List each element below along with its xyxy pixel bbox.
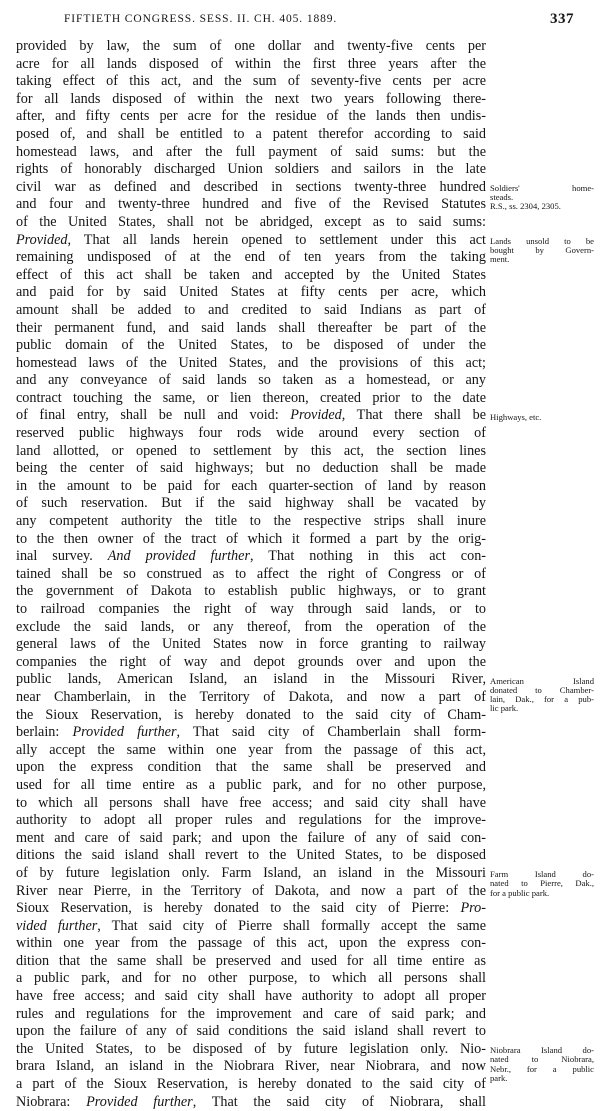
text-line: Provided, That all lands herein opened to settlement under this act — [16, 231, 486, 248]
text-line: any competent authority the title to the respective strips shall inure — [16, 513, 486, 530]
text-line: upon the express condition that the same shall be preserved and — [16, 759, 486, 776]
margin-note — [490, 870, 594, 898]
text-line: Sioux Reservation, is hereby donated to the said city of Pierre: Pro- — [16, 900, 486, 917]
text-line: of by future legislation only. Farm Island, an island in the Missouri — [16, 864, 486, 881]
running-head: FIFTIETH CONGRESS. SESS. II. CH. 405. 1889. — [64, 13, 338, 25]
text-line: Niobrara: Provided further, That the said city of Niobrara, shall — [16, 1093, 486, 1110]
text-line: public domain of the United States, to be disposed of under the — [16, 337, 486, 354]
text-line: vided further, That said city of Pierre shall formally accept the same — [16, 917, 486, 934]
margin-note-line: Niobrara Island do- — [490, 1045, 594, 1056]
text-line: homestead laws, and after the full payment of said sums: but the — [16, 143, 486, 160]
margin-note-line: R.S., ss. 2304, 2305. — [490, 201, 561, 212]
text-line: contract touching the same, or lien thereon, created prior to the date — [16, 389, 486, 406]
text-line: remaining undisposed of at the end of ten years from the taking — [16, 249, 486, 266]
text-line: the Sioux Reservation, is hereby donated to the said city of Cham- — [16, 706, 486, 723]
text-line: authority to adopt all proper rules and regulations for the improve- — [16, 812, 486, 829]
margin-note-line: lain, Dak., for a pub- — [490, 694, 594, 704]
text-line: public lands, American Island, an island in the Missouri River, — [16, 671, 486, 688]
text-line: civil war as defined and described in sections twenty-three hundred — [16, 178, 486, 195]
margin-note — [490, 184, 594, 212]
page-number: 337 — [550, 11, 574, 27]
text-line: general laws of the United States now in force granting to railway — [16, 636, 486, 653]
margin-note — [490, 677, 594, 714]
margin-note-line: Lands unsold to be — [490, 235, 594, 246]
text-line: brara Island, an island in the Niobrara River, near Niobrara, and now — [16, 1058, 486, 1075]
text-line: ditions the said island shall revert to the United States, to be disposed — [16, 847, 486, 864]
text-line: a part of the Sioux Reservation, is hereby donated to the said city of — [16, 1076, 486, 1093]
text-line: being the center of said highways; but no deduction shall be made — [16, 460, 486, 477]
page-header — [44, 11, 574, 31]
text-line: inal survey. And provided further, That nothing in this act con- — [16, 548, 487, 565]
text-line: in the amount to be paid for each quarter-section of land by reason — [16, 477, 486, 494]
statute-text — [16, 38, 486, 1111]
text-line: near Chamberlain, in the Territory of Dakota, and now a part of — [16, 688, 486, 705]
margin-note-line: park. — [490, 1072, 508, 1083]
text-line: posed of, and shall be entitled to a patent therefor according to said — [16, 125, 486, 142]
text-line: ment and care of said park; and upon the failure of any of said con- — [16, 829, 486, 846]
margin-note — [490, 413, 594, 422]
text-line: tained shall be so construed as to affect the right of Congress or of — [16, 565, 486, 582]
text-line: rules and regulations for the improvement and care of said park; and — [16, 1005, 486, 1022]
margin-note-line: bought by Govern- — [490, 244, 594, 255]
margin-note-line: nated to Pierre, Dak., — [490, 878, 594, 889]
text-line: within one year from the passage of this act, upon the express con- — [16, 935, 486, 952]
text-line: to railroad companies the right of way through said lands, or to — [16, 601, 486, 617]
margin-note-line: donated to Chamber- — [490, 684, 594, 695]
margin-note-line: lic park. — [490, 703, 519, 714]
margin-note-line: nated to Niobrara, — [490, 1054, 594, 1065]
text-line: the United States, to be disposed of by future legislation only. Nio- — [16, 1040, 486, 1057]
text-line: a public park, and for no other purpose, to which all persons shall — [16, 970, 486, 987]
text-line: berlain: Provided further, That said city of Chamberlain shall form- — [16, 724, 486, 741]
text-line: and any conveyance of said lands so taken as a homestead, or any — [16, 372, 486, 389]
margin-note-line: for a public park. — [490, 887, 550, 898]
text-line: to the then owner of the tract of which it formed a part by the orig- — [16, 530, 486, 547]
text-line: used for all time entire as a public park, and for no other purpose, — [16, 776, 486, 793]
text-line: for all lands disposed of within the next two years following there- — [16, 90, 486, 107]
text-line: acre for all lands disposed of within the first three years after the — [16, 55, 486, 72]
text-line: and four and twenty-three hundred and five of the Revised Statutes — [16, 196, 486, 213]
margin-note-line: Nebr., for a public — [490, 1063, 594, 1074]
text-line: after, and fifty cents per acre for the residue of the lands then undis- — [16, 108, 486, 125]
text-line: have free access; and said city shall have authority to adopt all proper — [16, 988, 486, 1005]
margin-note-line: Farm Island do- — [490, 869, 594, 880]
text-line: ally accept the same within one year from the passage of this act, — [16, 741, 486, 758]
text-line: exclude the said lands, or any thereof, from the operation of the — [16, 618, 486, 635]
text-line: reserved public highways four rods wide around every section of — [16, 425, 486, 442]
margin-note — [490, 237, 594, 265]
margin-note-line: steads. — [490, 192, 514, 202]
text-line: River near Pierre, in the Territory of Dakota, and now a part of the — [16, 882, 486, 899]
text-line: of the United States, shall not be abridged, except as to said sums: — [16, 213, 486, 230]
margin-note — [490, 1046, 594, 1083]
text-line: provided by law, the sum of one dollar and twenty-five cents per — [16, 38, 486, 54]
text-line: and paid for by said United States at fifty cents per acre, which — [16, 284, 486, 301]
text-line: of such reservation. But if the said highway shall be vacated by — [16, 495, 486, 512]
text-line: companies the right of way and depot grounds over and upon the — [16, 653, 486, 670]
text-line: dition that the same shall be preserved and used for all time entire as — [16, 952, 486, 969]
text-line: homestead laws of the United States, and the provisions of this act; — [16, 354, 486, 371]
text-line: the government of Dakota to establish public highways, or to grant — [16, 583, 486, 600]
text-line: upon the failure of any of said conditions the said island shall revert to — [16, 1023, 486, 1040]
text-line: land allotted, or opened to settlement by this act, the section lines — [16, 442, 486, 459]
text-line: rights of honorably discharged Union soldiers and sailors in the late — [16, 161, 486, 178]
text-line: amount shall be added to and credited to said Indians as part of — [16, 301, 486, 318]
margin-note-line: Highways, etc. — [490, 411, 542, 422]
margin-note-line: Soldiers' home- — [490, 182, 594, 193]
text-line: to which all persons shall have free access; and said city shall have — [16, 794, 486, 811]
text-line: taking effect of this act, and the sum of seventy-five cents per acre — [16, 73, 486, 90]
margin-note-line: ment. — [490, 254, 510, 264]
text-line: their permanent fund, and said lands shall thereafter be part of the — [16, 319, 486, 336]
text-line: effect of this act shall be taken and accepted by the United States — [16, 266, 486, 283]
text-line: of final entry, shall be null and void: Provided, That there shall be — [16, 407, 486, 424]
margin-note-line: American Island — [490, 675, 594, 686]
